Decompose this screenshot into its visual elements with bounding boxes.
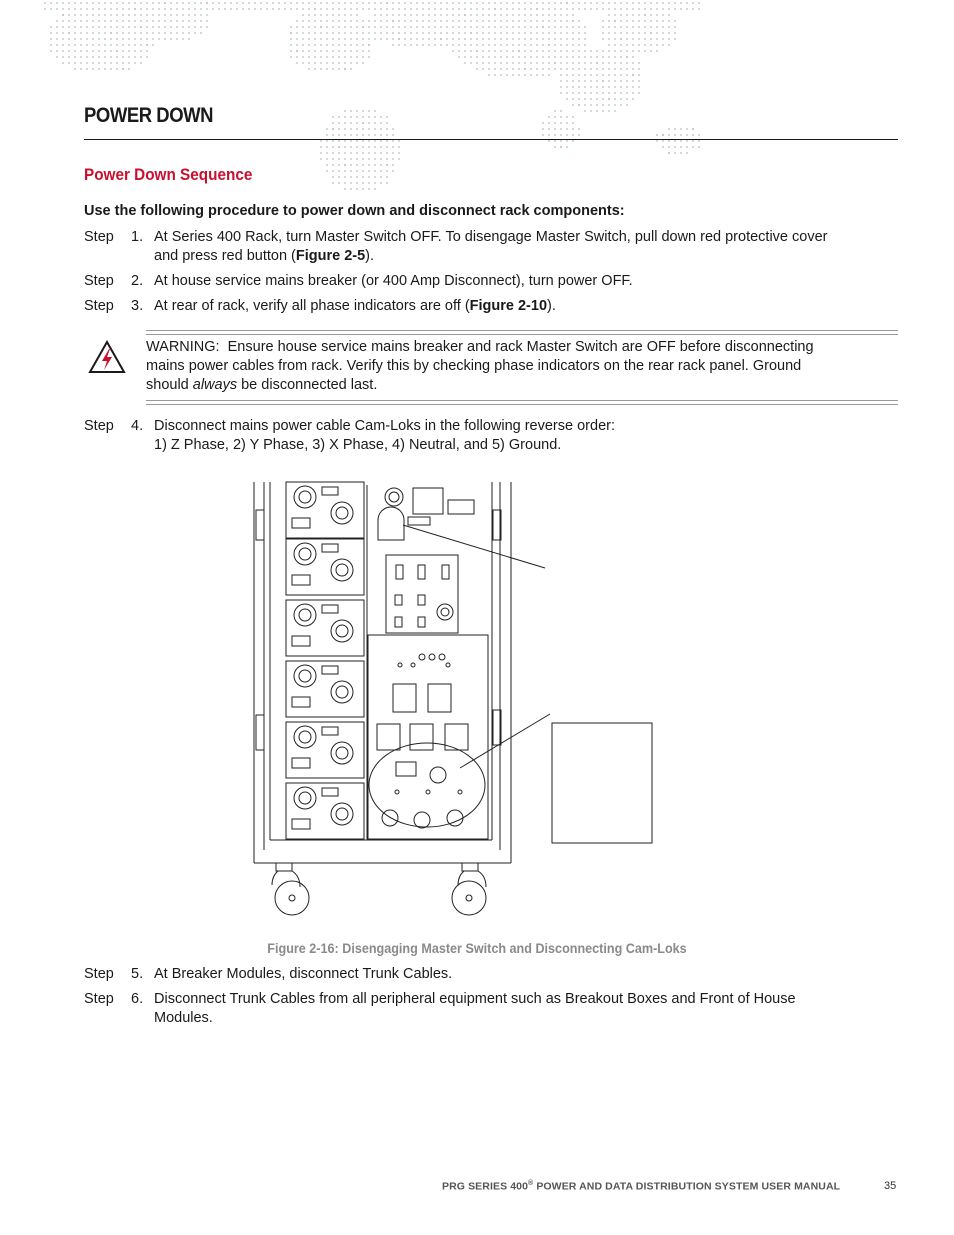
warning-label: WARNING: <box>146 339 220 355</box>
warning-bottom-rule <box>146 400 898 405</box>
step-text-line: 1) Z Phase, 2) Y Phase, 3) X Phase, 4) Neutral, and 5) Ground. <box>154 437 562 453</box>
page-number: 35 <box>884 1180 897 1192</box>
step-text-part: and press red button ( <box>154 248 296 264</box>
step-text <box>154 990 894 1028</box>
warning-emphasis: always <box>192 377 238 393</box>
figure-caption: Figure 2-16: Disengaging Master Switch and Disconnecting Cam-Loks <box>267 940 687 956</box>
step-label: Step <box>84 229 114 245</box>
step-1 <box>84 228 898 268</box>
section-title: Power Down Sequence <box>84 165 253 184</box>
figure-reference: Figure 2-10 <box>469 298 548 314</box>
page-title: POWER DOWN <box>84 104 214 127</box>
step-label: Step <box>84 418 114 434</box>
step-3 <box>84 297 898 317</box>
title-divider <box>84 139 898 140</box>
warning-line <box>146 376 896 395</box>
step-number: 2. <box>131 273 144 289</box>
step-5 <box>84 965 898 985</box>
step-6 <box>84 990 898 1030</box>
intro-text: Use the following procedure to power down and disconnect rack components: <box>84 203 625 219</box>
breaker-modules <box>286 482 364 839</box>
figure-reference: Figure 2-5 <box>295 248 366 264</box>
warning-top-rule <box>146 330 898 335</box>
warning-line: Ensure house service mains breaker and rack Master Switch are OFF before disconnecting <box>227 339 814 355</box>
electrical-hazard-icon <box>88 340 126 374</box>
step-text-line: Modules. <box>154 1010 213 1026</box>
step-text-part: ). <box>547 298 556 314</box>
registered-mark: ® <box>528 1180 534 1187</box>
step-text <box>154 228 894 266</box>
step-number: 4. <box>131 418 144 434</box>
warning-text <box>146 338 896 395</box>
step-text <box>154 417 894 455</box>
step-text-line: Disconnect Trunk Cables from all peripheral equipment such as Breakout Boxes and Front of House <box>154 991 796 1007</box>
step-label: Step <box>84 273 114 289</box>
warning-text-part: should <box>146 377 193 393</box>
warning-text-part: be disconnected last. <box>237 377 378 393</box>
step-text: At house service mains breaker (or 400 Amp Disconnect), turn power OFF. <box>154 273 633 289</box>
step-number: 6. <box>131 991 144 1007</box>
step-label: Step <box>84 991 114 1007</box>
step-text-part: At rear of rack, verify all phase indicators are off ( <box>154 298 470 314</box>
step-text <box>154 297 894 316</box>
step-number: 5. <box>131 966 144 982</box>
step-label: Step <box>84 966 114 982</box>
step-text-line <box>154 247 894 266</box>
rack-rear-diagram <box>250 480 670 920</box>
step-text-part: ). <box>365 248 375 264</box>
step-number: 3. <box>131 298 144 314</box>
step-text-line: At Series 400 Rack, turn Master Switch OFF. To disengage Master Switch, pull down red protective cover <box>154 229 828 245</box>
step-number: 1. <box>131 229 144 245</box>
footer-text: PRG SERIES 400 <box>442 1180 529 1193</box>
step-text-line: Disconnect mains power cable Cam-Loks in the following reverse order: <box>154 418 615 434</box>
step-4 <box>84 417 898 457</box>
footer-title <box>442 1180 840 1193</box>
step-label: Step <box>84 298 114 314</box>
warning-line: mains power cables from rack. Verify this by checking phase indicators on the rear rack panel. Ground <box>146 358 802 374</box>
footer-text: POWER AND DATA DISTRIBUTION SYSTEM USER MANUAL <box>533 1180 841 1193</box>
step-2 <box>84 272 898 292</box>
step-text: At Breaker Modules, disconnect Trunk Cables. <box>154 966 453 982</box>
